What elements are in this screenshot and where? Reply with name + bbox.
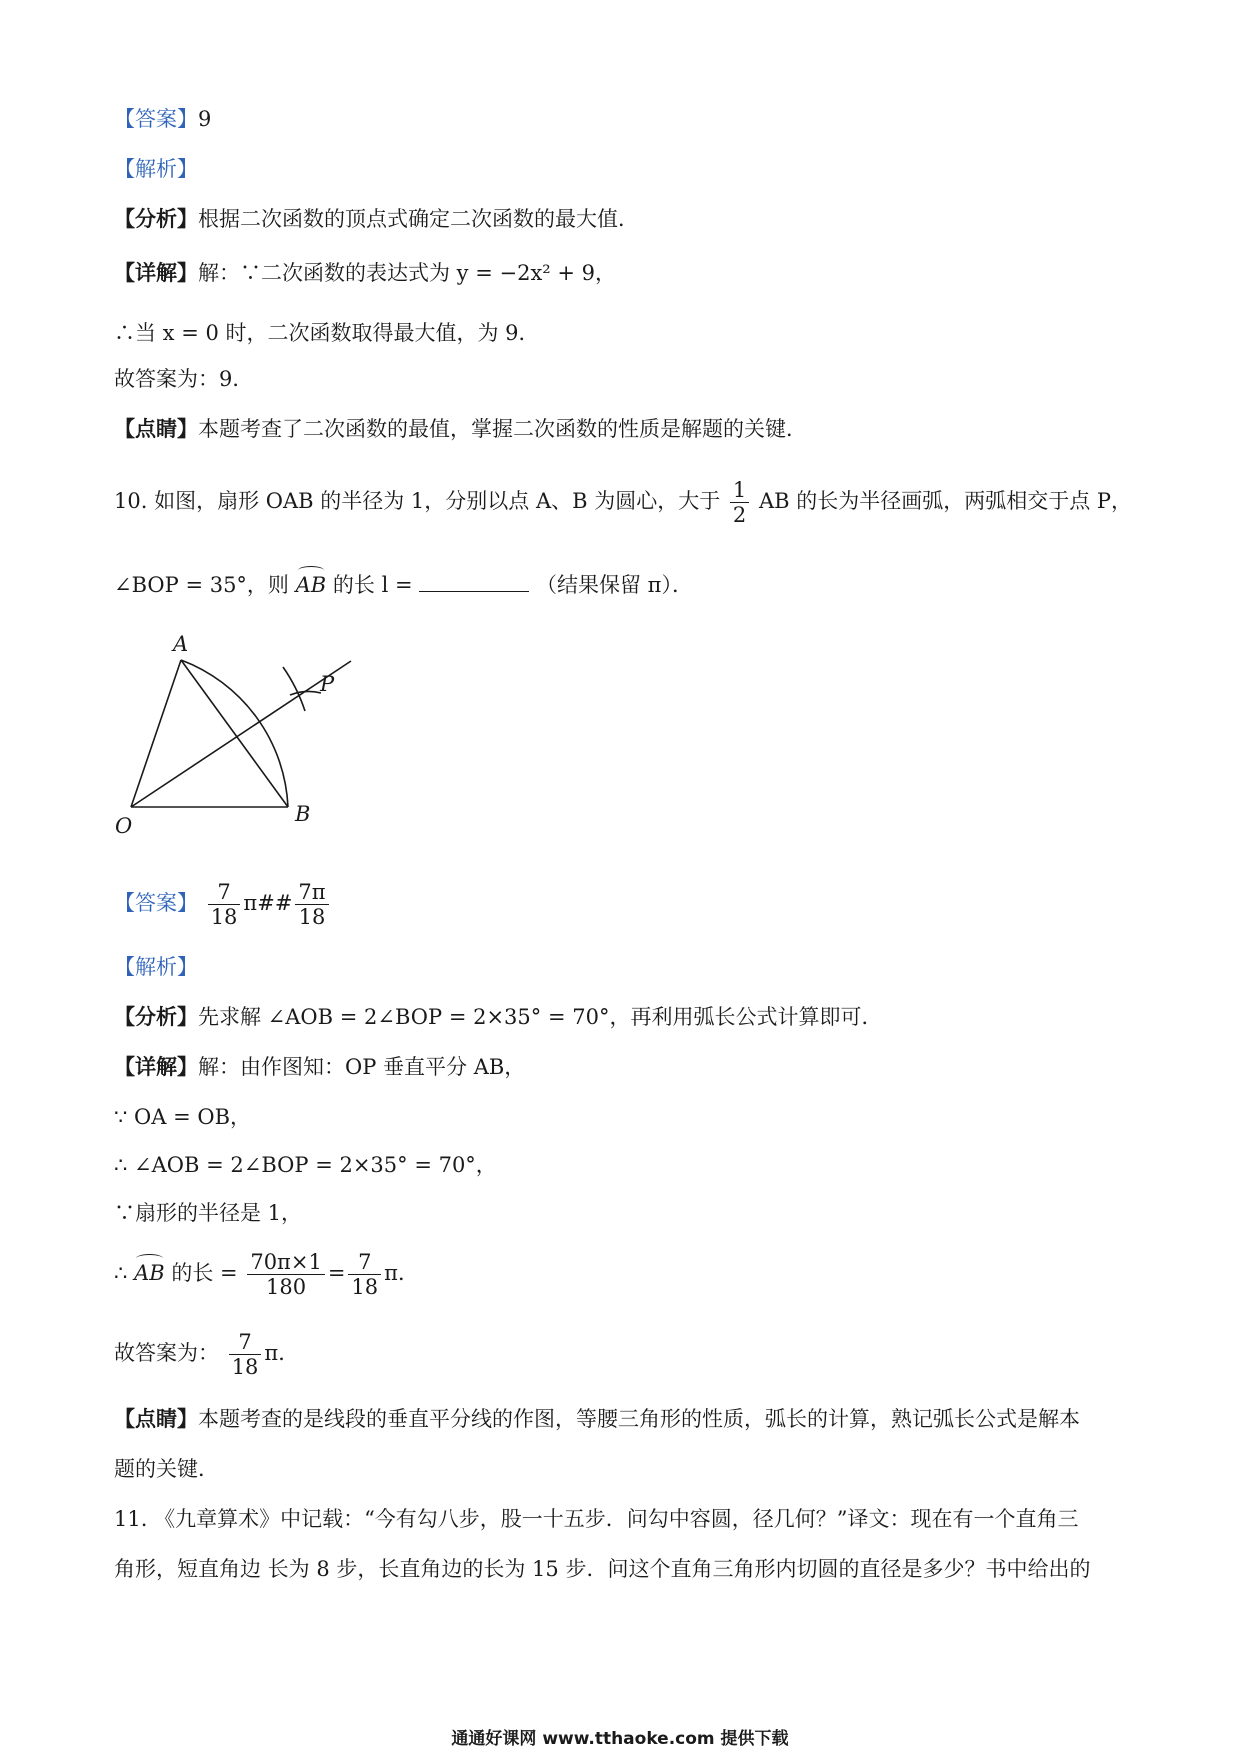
q10-xiangjie-line xyxy=(114,1052,525,1082)
q10-step3 xyxy=(114,1198,302,1228)
q10-dianjing-line2 xyxy=(114,1454,219,1484)
q9-jiexi-line xyxy=(114,154,198,184)
fenxi-tag: 【分析】 xyxy=(114,1004,198,1029)
q10-stem-line1 xyxy=(114,478,1132,527)
stem2-text-b: 的长 l = xyxy=(332,573,413,597)
fenxi-text: 先求解 ∠AOB = 2∠BOP = 2×35° = 70°，再利用弧长公式计算即可． xyxy=(198,1005,883,1029)
stem2-text-a: ∠BOP = 35°，则 xyxy=(114,573,289,597)
arc-ab-symbol: AB xyxy=(296,570,327,600)
q10-step1 xyxy=(114,1102,251,1132)
answer-fraction-2 xyxy=(295,880,328,929)
q9-xiangjie-line xyxy=(114,258,616,288)
segment-ab xyxy=(181,660,288,807)
step4-prefix: ∴ xyxy=(114,1261,128,1285)
stem-text-a: 10. 如图，扇形 OAB 的半径为 1，分别以点 A、B 为圆心，大于 xyxy=(114,489,721,513)
construction-arc-2 xyxy=(290,691,321,695)
answer-tag: 【答案】 xyxy=(114,107,198,131)
step2-text: ∴ ∠AOB = 2∠BOP = 2×35° = 70°， xyxy=(114,1153,497,1177)
q11-line2 xyxy=(114,1554,1090,1584)
fenxi-text: 根据二次函数的顶点式确定二次函数的最大值． xyxy=(198,207,639,231)
dianjing-text: 本题考查了二次函数的最值，掌握二次函数的性质是解题的关键． xyxy=(198,417,807,441)
q11-text1: 11. 《九章算术》中记载：“今有勾八步，股一十五步．问勾中容圆，径几何？”译文：现在有一个直角三 xyxy=(114,1507,1079,1531)
final-end: π． xyxy=(264,1341,300,1365)
q10-answer-line xyxy=(114,880,332,929)
half-den: 2 xyxy=(732,503,747,527)
page-footer: 通通好课网 www.tthaoke.com 提供下载 xyxy=(451,1729,789,1749)
label-b: B xyxy=(295,802,311,826)
step4-den2: 18 xyxy=(351,1275,379,1299)
q10-step2 xyxy=(114,1150,497,1180)
q10-fenxi-line xyxy=(114,1002,882,1032)
step4-text: 的长 = xyxy=(171,1261,238,1285)
q10-dianjing-line xyxy=(114,1404,1080,1434)
stem2-text-c: （结果保留 π）． xyxy=(535,573,693,597)
jiexi-tag: 【解析】 xyxy=(114,955,198,979)
step-text: ∴当 x = 0 时，二次函数取得最大值，为 9． xyxy=(114,321,540,345)
frac2-den: 18 xyxy=(298,905,326,929)
answer-blank xyxy=(419,571,529,592)
xiangjie-text: 解：由作图知：OP 垂直平分 AB， xyxy=(198,1055,526,1079)
q11-text2: 角形，短直角边 长为 8 步，长直角边的长为 15 步．问这个直角三角形内切圆的直径是多少？书中给出的 xyxy=(114,1557,1091,1581)
step4-end: π． xyxy=(384,1261,419,1285)
jiexi-tag: 【解析】 xyxy=(114,157,198,181)
label-p: P xyxy=(320,672,335,696)
step1-text: ∵ OA = OB， xyxy=(114,1105,252,1129)
xiangjie-tag: 【详解】 xyxy=(114,260,198,285)
xiangjie-tag: 【详解】 xyxy=(114,1054,198,1079)
answer-fraction-1 xyxy=(208,880,241,929)
step4-num2: 7 xyxy=(348,1250,381,1275)
q10-jiexi-line xyxy=(114,952,198,982)
q9-answer-line xyxy=(114,104,211,134)
dianjing-tag: 【点睛】 xyxy=(114,416,198,441)
final-prefix: 故答案为： xyxy=(114,1341,219,1365)
dianjing-tag: 【点睛】 xyxy=(114,1406,198,1431)
answer-mid: π## xyxy=(243,891,293,915)
q9-fenxi-line xyxy=(114,204,639,234)
q9-step-line xyxy=(114,318,540,348)
half-num: 1 xyxy=(730,478,749,503)
step3-text: ∵扇形的半径是 1， xyxy=(114,1201,303,1225)
q9-final-line xyxy=(114,364,253,394)
q10-stem-line2 xyxy=(114,570,693,600)
step4-eq: = xyxy=(327,1261,346,1285)
answer-tag: 【答案】 xyxy=(114,891,198,915)
q10-final xyxy=(114,1330,299,1379)
dianjing-text2: 题的关键． xyxy=(114,1457,219,1481)
final-fraction xyxy=(229,1330,262,1379)
step4-den: 180 xyxy=(266,1275,307,1299)
answer-value: 9 xyxy=(198,107,212,131)
xiangjie-text: 解：∵二次函数的表达式为 y = −2x² + 9， xyxy=(198,261,617,285)
stem-text-b: AB 的长为半径画弧，两弧相交于点 P， xyxy=(758,489,1133,513)
frac1-den: 18 xyxy=(210,905,238,929)
step4-num: 70π×1 xyxy=(247,1250,324,1275)
step4-fraction-2 xyxy=(348,1250,381,1299)
frac2-num: 7π xyxy=(295,880,328,905)
half-fraction xyxy=(730,478,749,527)
sector-figure xyxy=(105,625,365,840)
fenxi-tag: 【分析】 xyxy=(114,206,198,231)
q11-line1 xyxy=(114,1504,1079,1534)
arc-ab-symbol: AB xyxy=(134,1258,165,1288)
q10-step4 xyxy=(114,1250,419,1299)
dianjing-text: 本题考查的是线段的垂直平分线的作图，等腰三角形的性质，弧长的计算，熟记弧长公式是解本 xyxy=(198,1407,1080,1431)
step4-fraction-1 xyxy=(247,1250,324,1299)
final-den: 18 xyxy=(231,1355,259,1379)
frac1-num: 7 xyxy=(208,880,241,905)
label-a: A xyxy=(173,632,189,656)
ray-op xyxy=(131,661,351,807)
label-o: O xyxy=(115,814,133,838)
final-text: 故答案为：9． xyxy=(114,367,254,391)
q9-dianjing-line xyxy=(114,414,807,444)
final-num: 7 xyxy=(229,1330,262,1355)
segment-oa xyxy=(131,660,181,807)
